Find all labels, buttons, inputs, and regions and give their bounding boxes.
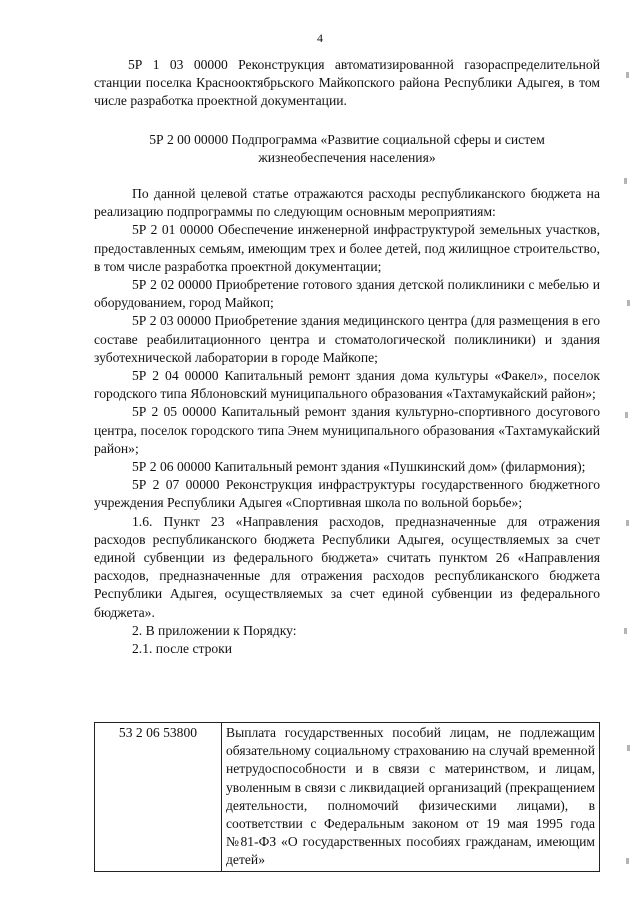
document-body bbox=[94, 56, 600, 658]
budget-row-table bbox=[94, 722, 600, 872]
subprogram-heading: 5Р 2 00 00000 Подпрограмма «Развитие социальной сферы и систем жизнеобеспечения населения» bbox=[149, 131, 545, 165]
paragraph-5r2-01: 5Р 2 01 00000 Обеспечение инженерной инфраструктурой земельных участков, предоставленных семьям, имеющим трех и более детей, под жилищное строительство, в том числе разработка проектной документации; bbox=[94, 222, 600, 274]
paragraph-2-1: 2.1. после строки bbox=[132, 641, 233, 657]
scan-edge-mark bbox=[624, 178, 627, 184]
paragraph-5r2-03: 5Р 2 03 00000 Приобретение здания медицинского центра (для размещения в его составе реабилитационного центра и стоматологической поликлиники) и здания зуботехнической лаборатории в городе Майкопе; bbox=[94, 313, 600, 365]
paragraph-5r2-05: 5Р 2 05 00000 Капитальный ремонт здания культурно-спортивного досугового центра, поселок городского типа Энем муниципального образования «Тахтамукайский район»; bbox=[94, 404, 600, 456]
paragraph-5r2-06: 5Р 2 06 00000 Капитальный ремонт здания «Пушкинский дом» (филармония); bbox=[132, 459, 586, 475]
table-cell-code: 53 2 06 53800 bbox=[95, 723, 222, 872]
paragraph-5r2-07: 5Р 2 07 00000 Реконструкция инфраструктуры государственного бюджетного учреждения Республики Адыгея «Спортивная школа по вольной борьбе»; bbox=[94, 477, 600, 511]
scan-edge-mark bbox=[626, 858, 629, 864]
paragraph-intro: По данной целевой статье отражаются расходы республиканского бюджета на реализацию подпрограммы по следующим основным мероприятиям: bbox=[94, 186, 600, 220]
scan-edge-mark bbox=[624, 628, 627, 634]
paragraph-5r2-04: 5Р 2 04 00000 Капитальный ремонт здания дома культуры «Факел», поселок городского типа Яблоновский муниципального образования «Тахтамукайский район»; bbox=[94, 368, 600, 402]
paragraph-1-6: 1.6. Пункт 23 «Направления расходов, предназначенные для отражения расходов республиканского бюджета Республики Адыгея, осуществляемых за счет единой субвенции из федерального бюджета» считать пунктом 26 «Направления расходов, предназначенные для отражения расходов республиканского бюджета Республики Адыгея, осуществляемых за счет единой субвенции из федерального бюджета». bbox=[94, 513, 600, 620]
paragraph-5r2-02: 5Р 2 02 00000 Приобретение готового здания детской поликлиники с мебелью и оборудованием, город Майкоп; bbox=[94, 277, 600, 311]
page-number: 4 bbox=[317, 31, 323, 45]
scan-edge-mark bbox=[626, 72, 629, 78]
table-cell-description: Выплата государственных пособий лицам, не подлежащим обязательному социальному страхованию на случай временной нетрудоспособности и в связи с материнством, и лицам, уволенным в связи с ликвидацией организаций (прекращением деятельности, полномочий физическими лицами), в соответствии с Федеральным законом от 19 мая 1995 года №81-ФЗ «О государственных пособиях гражданам, имеющим детей» bbox=[222, 723, 600, 872]
table-row bbox=[95, 723, 600, 872]
scan-edge-mark bbox=[627, 745, 630, 751]
scan-edge-mark bbox=[626, 520, 629, 526]
scan-edge-mark bbox=[627, 300, 630, 306]
paragraph-section-5r1-03: 5Р 1 03 00000 Реконструкция автоматизированной газораспределительной станции поселка Краснооктябрьского Майкопского района Республики Адыгея, в том числе разработка проектной документации. bbox=[94, 57, 600, 109]
paragraph-2: 2. В приложении к Порядку: bbox=[132, 622, 297, 638]
scan-edge-mark bbox=[625, 412, 628, 418]
